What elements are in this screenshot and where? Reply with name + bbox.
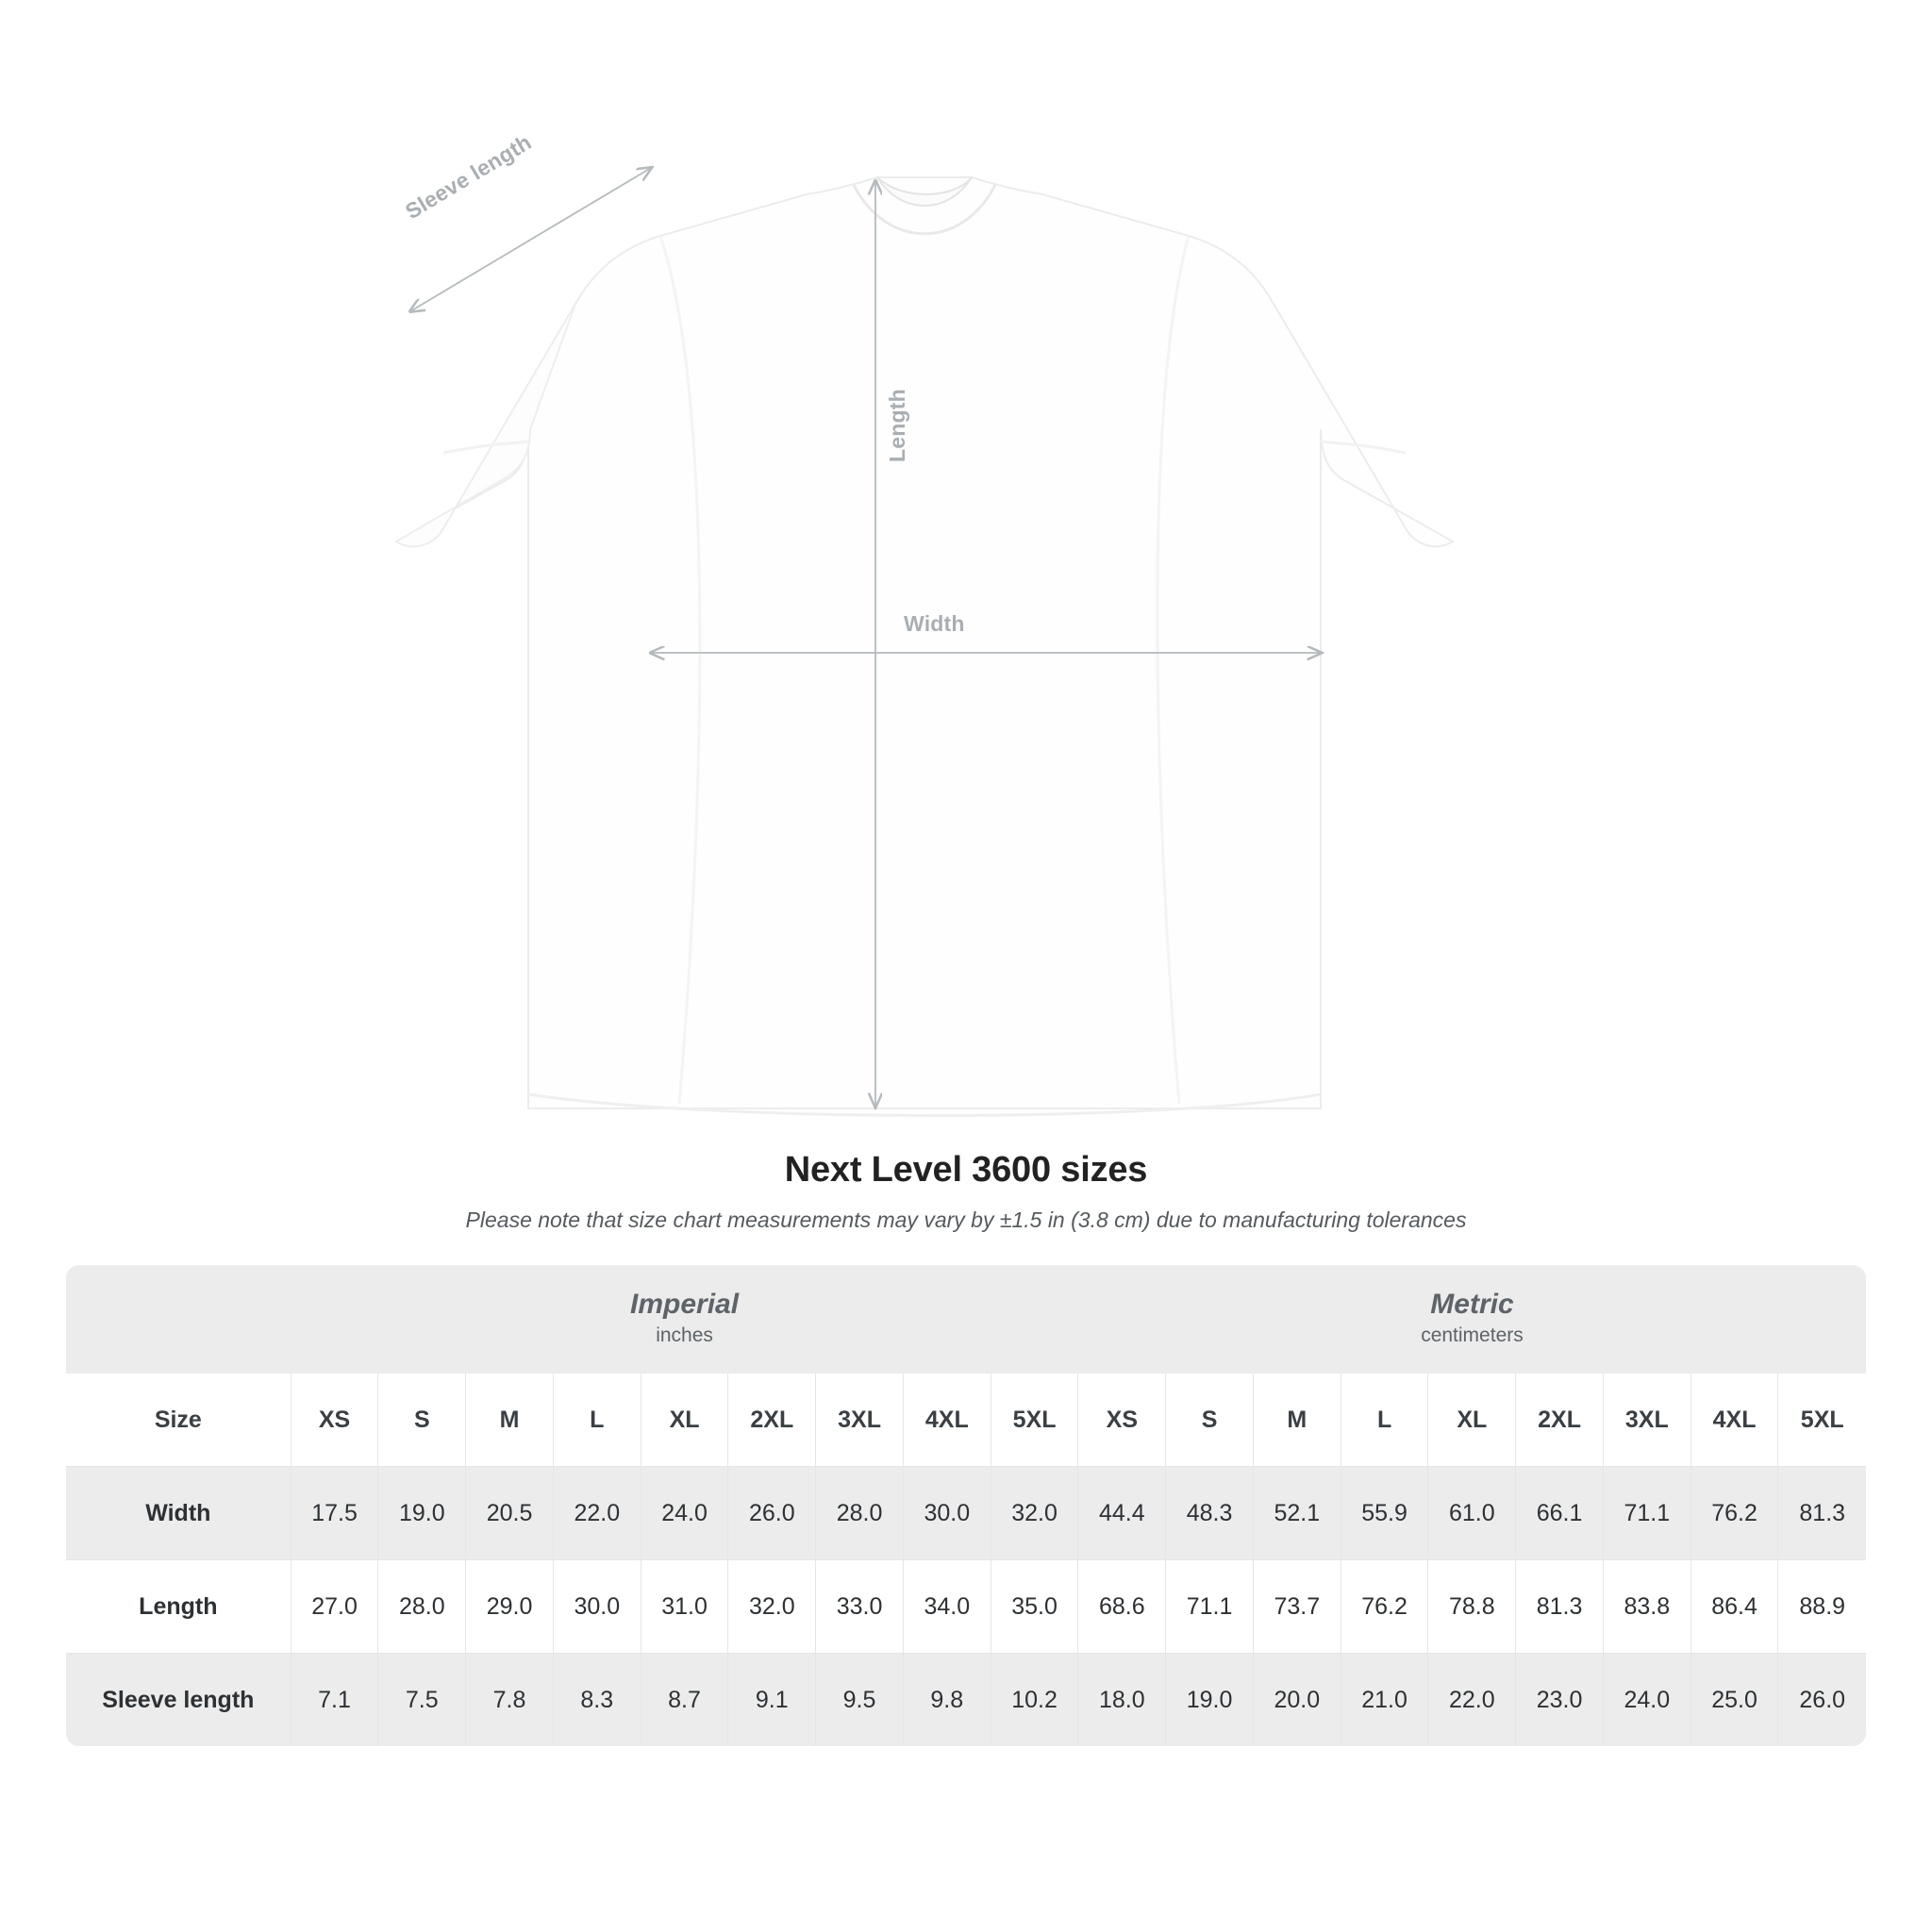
- cell-length-metric-m: 73.7: [1253, 1560, 1341, 1654]
- cell-sleeve-imperial-2xl: 9.1: [728, 1654, 816, 1747]
- cell-length-metric-2xl: 81.3: [1516, 1560, 1604, 1654]
- cell-width-metric-5xl: 81.3: [1778, 1467, 1866, 1560]
- cell-length-metric-3xl: 83.8: [1603, 1560, 1690, 1654]
- size-cell-imperial-3xl: 3XL: [816, 1374, 904, 1467]
- cell-width-metric-l: 55.9: [1341, 1467, 1428, 1560]
- cell-width-imperial-2xl: 26.0: [728, 1467, 816, 1560]
- cell-length-metric-l: 76.2: [1341, 1560, 1428, 1654]
- table-row: [66, 1654, 1866, 1747]
- cell-width-imperial-4xl: 30.0: [903, 1467, 991, 1560]
- cell-width-imperial-xl: 24.0: [641, 1467, 728, 1560]
- cell-length-metric-xs: 68.6: [1078, 1560, 1166, 1654]
- cell-length-metric-s: 71.1: [1166, 1560, 1254, 1654]
- unit-header-row: [66, 1265, 1866, 1374]
- cell-length-imperial-3xl: 33.0: [816, 1560, 904, 1654]
- cell-sleeve-imperial-4xl: 9.8: [903, 1654, 991, 1747]
- cell-sleeve-imperial-3xl: 9.5: [816, 1654, 904, 1747]
- size-cell-imperial-l: L: [553, 1374, 641, 1467]
- table-row: [66, 1467, 1866, 1560]
- cell-sleeve-metric-4xl: 25.0: [1690, 1654, 1778, 1747]
- cell-width-metric-m: 52.1: [1253, 1467, 1341, 1560]
- cell-width-metric-3xl: 71.1: [1603, 1467, 1690, 1560]
- unit-group-metric-sub: centimeters: [1421, 1324, 1524, 1346]
- size-cell-imperial-5xl: 5XL: [991, 1374, 1078, 1467]
- cell-sleeve-metric-3xl: 24.0: [1603, 1654, 1690, 1747]
- cell-width-imperial-m: 20.5: [466, 1467, 554, 1560]
- cell-length-imperial-xl: 31.0: [641, 1560, 728, 1654]
- tshirt-shape: [396, 177, 1453, 1116]
- size-cell-imperial-2xl: 2XL: [728, 1374, 816, 1467]
- cell-sleeve-metric-m: 20.0: [1253, 1654, 1341, 1747]
- tolerance-note: Please note that size chart measurements may vary by ±1.5 in (3.8 cm) due to manufacturing tolerances: [465, 1208, 1467, 1232]
- cell-sleeve-imperial-5xl: 10.2: [991, 1654, 1078, 1747]
- cell-width-imperial-5xl: 32.0: [991, 1467, 1078, 1560]
- cell-length-imperial-5xl: 35.0: [991, 1560, 1078, 1654]
- row-label-sleeve-length: Sleeve length: [66, 1654, 291, 1747]
- cell-length-imperial-4xl: 34.0: [903, 1560, 991, 1654]
- size-cell-metric-2xl: 2XL: [1516, 1374, 1604, 1467]
- size-cell-metric-l: L: [1341, 1374, 1428, 1467]
- cell-length-imperial-s: 28.0: [378, 1560, 466, 1654]
- width-label: Width: [904, 611, 965, 636]
- cell-width-imperial-l: 22.0: [553, 1467, 641, 1560]
- size-table: [66, 1265, 1866, 1746]
- size-cell-metric-3xl: 3XL: [1603, 1374, 1690, 1467]
- size-cell-imperial-xs: XS: [291, 1374, 378, 1467]
- size-cell-metric-xl: XL: [1428, 1374, 1516, 1467]
- size-header-cell: Size: [66, 1374, 291, 1467]
- size-cell-metric-xs: XS: [1078, 1374, 1166, 1467]
- unit-group-imperial-sub: inches: [656, 1324, 713, 1346]
- size-header-row: [66, 1374, 1866, 1467]
- cell-length-imperial-m: 29.0: [466, 1560, 554, 1654]
- size-cell-metric-m: M: [1253, 1374, 1341, 1467]
- cell-length-imperial-xs: 27.0: [291, 1560, 378, 1654]
- unit-group-metric-title: Metric: [1430, 1288, 1514, 1320]
- unit-header-spacer: [66, 1265, 291, 1374]
- cell-width-metric-xs: 44.4: [1078, 1467, 1166, 1560]
- length-label: Length: [885, 389, 909, 462]
- cell-sleeve-metric-xs: 18.0: [1078, 1654, 1166, 1747]
- cell-width-metric-s: 48.3: [1166, 1467, 1254, 1560]
- cell-width-metric-2xl: 66.1: [1516, 1467, 1604, 1560]
- cell-width-metric-4xl: 76.2: [1690, 1467, 1778, 1560]
- unit-group-imperial: [291, 1265, 1078, 1374]
- size-cell-imperial-s: S: [378, 1374, 466, 1467]
- size-table-wrapper: [66, 1265, 1866, 1746]
- unit-group-imperial-title: Imperial: [630, 1288, 740, 1320]
- cell-sleeve-imperial-xs: 7.1: [291, 1654, 378, 1747]
- cell-width-metric-xl: 61.0: [1428, 1467, 1516, 1560]
- cell-sleeve-metric-s: 19.0: [1166, 1654, 1254, 1747]
- cell-sleeve-imperial-s: 7.5: [378, 1654, 466, 1747]
- cell-length-metric-4xl: 86.4: [1690, 1560, 1778, 1654]
- size-cell-imperial-m: M: [466, 1374, 554, 1467]
- table-row: [66, 1560, 1866, 1654]
- cell-width-imperial-s: 19.0: [378, 1467, 466, 1560]
- unit-group-metric: [1078, 1265, 1866, 1374]
- cell-width-imperial-xs: 17.5: [291, 1467, 378, 1560]
- row-label-length: Length: [66, 1560, 291, 1654]
- chart-title: Next Level 3600 sizes: [784, 1150, 1148, 1190]
- cell-sleeve-imperial-m: 7.8: [466, 1654, 554, 1747]
- size-cell-metric-4xl: 4XL: [1690, 1374, 1778, 1467]
- title-block: [0, 1150, 1932, 1233]
- row-label-width: Width: [66, 1467, 291, 1560]
- cell-length-metric-xl: 78.8: [1428, 1560, 1516, 1654]
- cell-sleeve-metric-5xl: 26.0: [1778, 1654, 1866, 1747]
- size-cell-metric-5xl: 5XL: [1778, 1374, 1866, 1467]
- cell-width-imperial-3xl: 28.0: [816, 1467, 904, 1560]
- cell-length-imperial-l: 30.0: [553, 1560, 641, 1654]
- size-cell-imperial-xl: XL: [641, 1374, 728, 1467]
- cell-length-imperial-2xl: 32.0: [728, 1560, 816, 1654]
- cell-length-metric-5xl: 88.9: [1778, 1560, 1866, 1654]
- cell-sleeve-imperial-l: 8.3: [553, 1654, 641, 1747]
- cell-sleeve-metric-2xl: 23.0: [1516, 1654, 1604, 1747]
- cell-sleeve-metric-l: 21.0: [1341, 1654, 1428, 1747]
- cell-sleeve-metric-xl: 22.0: [1428, 1654, 1516, 1747]
- size-cell-metric-s: S: [1166, 1374, 1254, 1467]
- sleeve-length-label: Sleeve length: [401, 129, 536, 225]
- cell-sleeve-imperial-xl: 8.7: [641, 1654, 728, 1747]
- size-cell-imperial-4xl: 4XL: [903, 1374, 991, 1467]
